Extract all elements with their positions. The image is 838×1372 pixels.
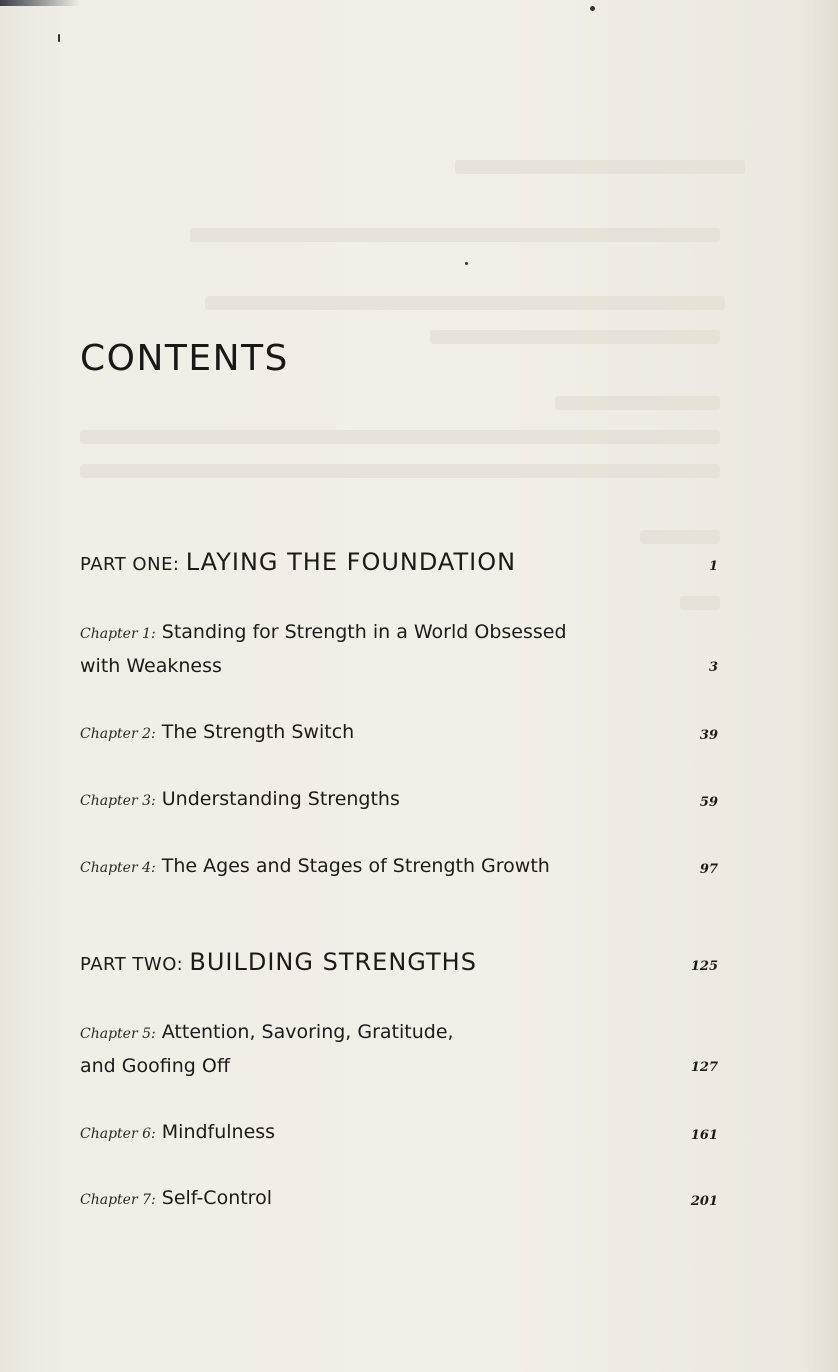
chapter-title: Understanding Strengths [161,788,400,810]
chapter-title: The Strength Switch [161,721,355,743]
entry-text [80,1016,454,1082]
ink-speck [465,262,468,265]
chapter-label: Chapter 2: [80,726,156,742]
chapter-title-line-2: with Weakness [80,655,222,677]
part-prefix: PART ONE: [80,554,180,575]
entry-text [80,1182,272,1216]
page-number: 127 [690,1060,718,1075]
toc-entry-chapter-2 [80,716,718,750]
page-number: 59 [699,795,718,810]
page-edge-shadow [0,0,80,6]
toc-entry-chapter-4 [80,850,718,884]
entry-text [80,716,354,750]
ink-speck [58,34,60,42]
part-label [80,548,516,576]
chapter-title: Mindfulness [161,1121,276,1143]
page-number: 161 [690,1128,718,1143]
chapter-label: Chapter 7: [80,1192,156,1208]
page-number: 3 [708,660,718,675]
chapter-title-line-1: Attention, Savoring, Gratitude, [161,1021,454,1043]
part-name: BUILDING STRENGTHS [189,948,477,976]
chapter-label: Chapter 6: [80,1126,156,1142]
toc-entry-chapter-3 [80,783,718,817]
part-one-heading [80,548,718,576]
part-name: LAYING THE FOUNDATION [185,548,517,576]
chapter-label: Chapter 3: [80,793,156,809]
part-prefix: PART TWO: [80,954,184,975]
part-two-heading [80,948,718,976]
page-number: 201 [690,1194,718,1209]
chapter-label: Chapter 1: [80,626,156,642]
page-number: 97 [699,862,718,877]
chapter-title-line-1: Standing for Strength in a World Obsessed [161,621,567,643]
chapter-label: Chapter 4: [80,860,156,876]
toc-entry-chapter-6 [80,1116,718,1150]
chapter-title: The Ages and Stages of Strength Growth [161,855,550,877]
ink-speck [590,6,595,11]
page-number: 39 [699,728,718,743]
entry-text [80,850,550,884]
show-through-background [0,120,838,680]
entry-text [80,1116,275,1150]
entry-text [80,783,400,817]
part-label [80,948,477,976]
chapter-label: Chapter 5: [80,1026,156,1042]
toc-entry-chapter-5 [80,1016,718,1082]
toc-entry-chapter-7 [80,1182,718,1216]
chapter-title-line-2: and Goofing Off [80,1055,230,1077]
page-title: CONTENTS [80,338,289,379]
entry-text [80,616,567,682]
page-number: 1 [708,559,718,574]
page-number: 125 [690,959,718,974]
chapter-title: Self-Control [161,1187,272,1209]
toc-entry-chapter-1 [80,616,718,682]
